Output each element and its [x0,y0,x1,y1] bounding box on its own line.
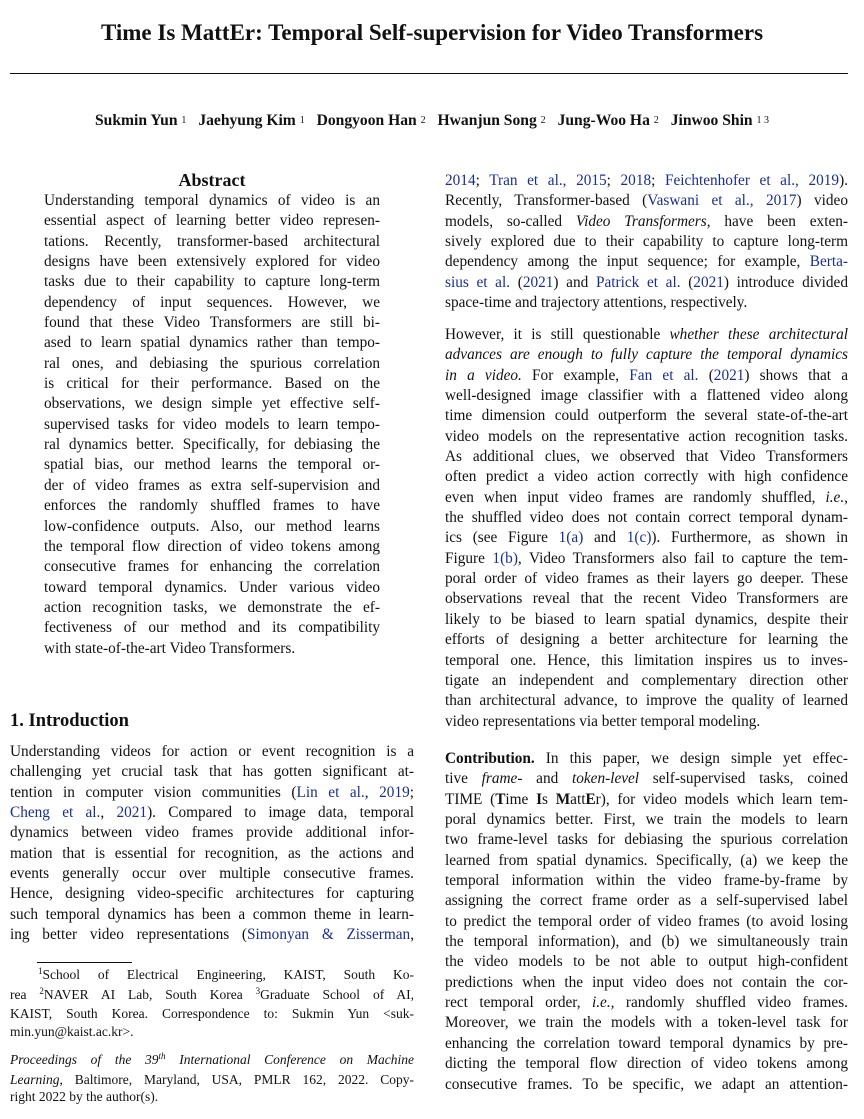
author: Dongyoon Han $^2$ [316,112,426,129]
citation-link[interactable]: Cheng et al. [10,804,101,822]
figure-link[interactable]: 1(a) [558,529,584,547]
citation-link[interactable]: Patrick et al. [595,273,681,291]
abstract-line: spatial bias, our method learns the temporal or- [44,456,380,474]
figure-link[interactable]: 1(b) [492,549,518,567]
citation-link[interactable]: 2021 [693,273,724,291]
abstract-line: action recognition tasks, we demonstrate the ef- [44,598,380,616]
abstract-heading: Abstract [178,170,246,190]
abstract-section [44,169,380,659]
abstract-line: Understanding temporal dynamics of video is an [44,192,380,209]
citation-link[interactable]: Simonyan & Zisserman [247,926,411,944]
abstract-line: low-confidence outputs. Also, our method learns [44,517,380,535]
citation-link[interactable]: Lin et al. [296,783,365,801]
citation-link[interactable]: Berta- [809,253,848,271]
abstract-line: observations, we design simple yet effective self- [44,395,380,413]
section-heading: 1. Introduction [10,711,129,731]
abstract-line: is critical for their performance. Based on the [44,375,380,393]
proceedings-note: Proceedings of the 39th International Conference on Machine Learning, Baltimore, Maryland, USA, PMLR 162, 2022. Copy- right 2022 by the author(s). [10,1051,414,1104]
author-list [0,110,864,134]
abstract-line: ral dynamics better. Specifically, for debiasing the [44,436,380,454]
abstract-line: ased to learn spatial dynamics rather than tempo- [44,334,380,352]
citation-link[interactable]: Fan et al. [629,366,699,384]
abstract-line: tations. Recently, transformer-based architectural [44,232,380,250]
abstract-line: der of video frames as extra self-supervision and [44,476,380,494]
introduction-section [10,709,414,945]
citation-link[interactable]: 2019 [379,783,410,801]
abstract-line: tasks due to their capability to capture long-term [44,273,380,291]
author: Jaehyung Kim $^1$ [198,112,305,129]
paragraph-contribution: Contribution. In this paper, we design simple yet effec- tive frame- and token-level self-supervised tasks, coined TIME (Time Is MattEr), for video models which learn tem- poral dynamics better. First, we train the models to learn two frame-level tasks for debiasing the spurious correlation learned from spatial dynamics. Specifically, (a) we keep the temporal information within the video frame-by-frame by assigning the correct frame order as a self-supervised label to predict the temporal order of video frames (to avoid losing the temporal information), and (b) we simultaneously train the video models to be not able to output high-confident predictions when the input video does not contain the cor- rect temporal order, i.e., randomly shuffled video frames. Moreover, we train the models with a token-level task for enhancing the correlation toward temporal dynamics by pre- dicting the temporal flow direction of video tokens among consecutive frames. To be specific, we adapt an attention- [445,750,849,1093]
introduction-body: Understanding videos for action or event recognition is a challenging yet crucial task that has gotten significant at- tention in computer vision communities (Lin et al., 2019; Cheng et al., 2021). Compared to image data, temporal dynamics between video frames provide additional infor- mation that is essential for recognition, as the actions and events generally occur over multiple consecutive frames. Hence, designing video-specific architectures for capturing such temporal dynamics has been a common theme in learn- ing better video representations (Simonyan & Zisserman, [10,743,415,944]
author: Jung-Woo Ha $^2$ [557,112,659,129]
citation-link[interactable]: 2021 [522,273,554,291]
author: Hwanjun Song $^2$ [437,112,546,129]
abstract-body [44,191,380,659]
affiliation-footnote: $^1$School of Electrical Engineering, KAIST, South Ko- rea $^2$NAVER AI Lab, South Korea $^3$Graduate School of AI, KAIST, South Korea. Correspondence to: Sukmin Yun <suk- min.yun@kaist.ac.kr>. [10,966,415,1039]
paragraph-motivation: However, it is still questionable whether these architectural advances are enough to fully capture the temporal dynamics in a video. For example, Fan et al. (2021) shows that a well-designed image classifier with a flattened video along time dimension could outperform the several state-of-the-art video models on the representative action recognition tasks. As additional clues, we observed that Video Transformers often predict a video action correctly with high confidence even when input video frames are randomly shuffled, i.e., the shuffled video does not contain correct temporal dynam- ics (see Figure 1(a) and 1(c)). Furthermore, as shown in Figure 1(b), Video Transformers also fail to capture the tem- poral order of video frames as their layers go deeper. These observations reveal that the recent Video Transformers are likely to be biased to learn spatial dynamics, despite their efforts of designing a better architecture for learning the temporal one. Hence, this limitation inspires us to inves- tigate an independent and complementary direction other than architectural advance, to improve the quality of learned video representations via better temporal modeling. [445,326,849,730]
title-rule [10,73,848,74]
citation-link[interactable]: 2021 [713,366,745,384]
abstract-line: enforces the randomly shuffled frames to have [44,497,380,515]
abstract-line: supervised tasks for video models to learn tempo- [44,415,380,433]
abstract-line: found that these Video Transformers are still bi- [44,314,380,332]
abstract-line: consecutive frames for enhancing the correlation [44,558,380,576]
abstract-line: toward temporal dynamics. Under various video [44,578,380,596]
abstract-line: with state-of-the-art Video Transformers. [44,639,296,657]
citation-link[interactable]: 2014 [445,172,476,189]
citation-link[interactable]: 2018 [620,172,652,189]
citation-link[interactable]: Tran et al., 2015 [489,172,607,189]
figure-link[interactable]: 1(c) [626,529,652,547]
abstract-line: essential aspect of learning better video represen- [44,212,380,230]
paragraph-related-work: 2014; Tran et al., 2015; 2018; Feichtenhofer et al., 2019). Recently, Transformer-based (Vaswani et al., 2017) video models, so-called Video Transformers, have been exten- sively explored due to their capability to capture long-term dependency among the input sequence; for example, Berta- sius et al. (2021) and Patrick et al. (2021) introduce divided space-time and trajectory attentions, respectively. [445,172,848,312]
citation-link[interactable]: 2021 [116,804,148,822]
abstract-line: dependency of input sequences. However, we [44,293,380,311]
citation-link[interactable]: Feichtenhofer et al., 2019 [664,172,840,189]
citation-link[interactable]: Vaswani et al., 2017 [647,192,797,210]
author: Sukmin Yun $^1$ [94,112,187,129]
citation-link[interactable]: sius et al. [445,273,511,291]
paper-title: Time Is MattEr: Temporal Self-supervision for Video Transformers [100,20,764,45]
abstract-line: fectiveness of our method and its compatibility [44,619,380,637]
abstract-line: designs have been extensively explored for video [44,253,380,271]
author: Jinwoo Shin $^{1 3}$ [670,112,769,129]
abstract-line: ral ones, and debiasing the spurious correlation [44,354,380,372]
abstract-line: the temporal flow direction of video tokens among [44,537,380,555]
footnote-rule [37,962,132,963]
